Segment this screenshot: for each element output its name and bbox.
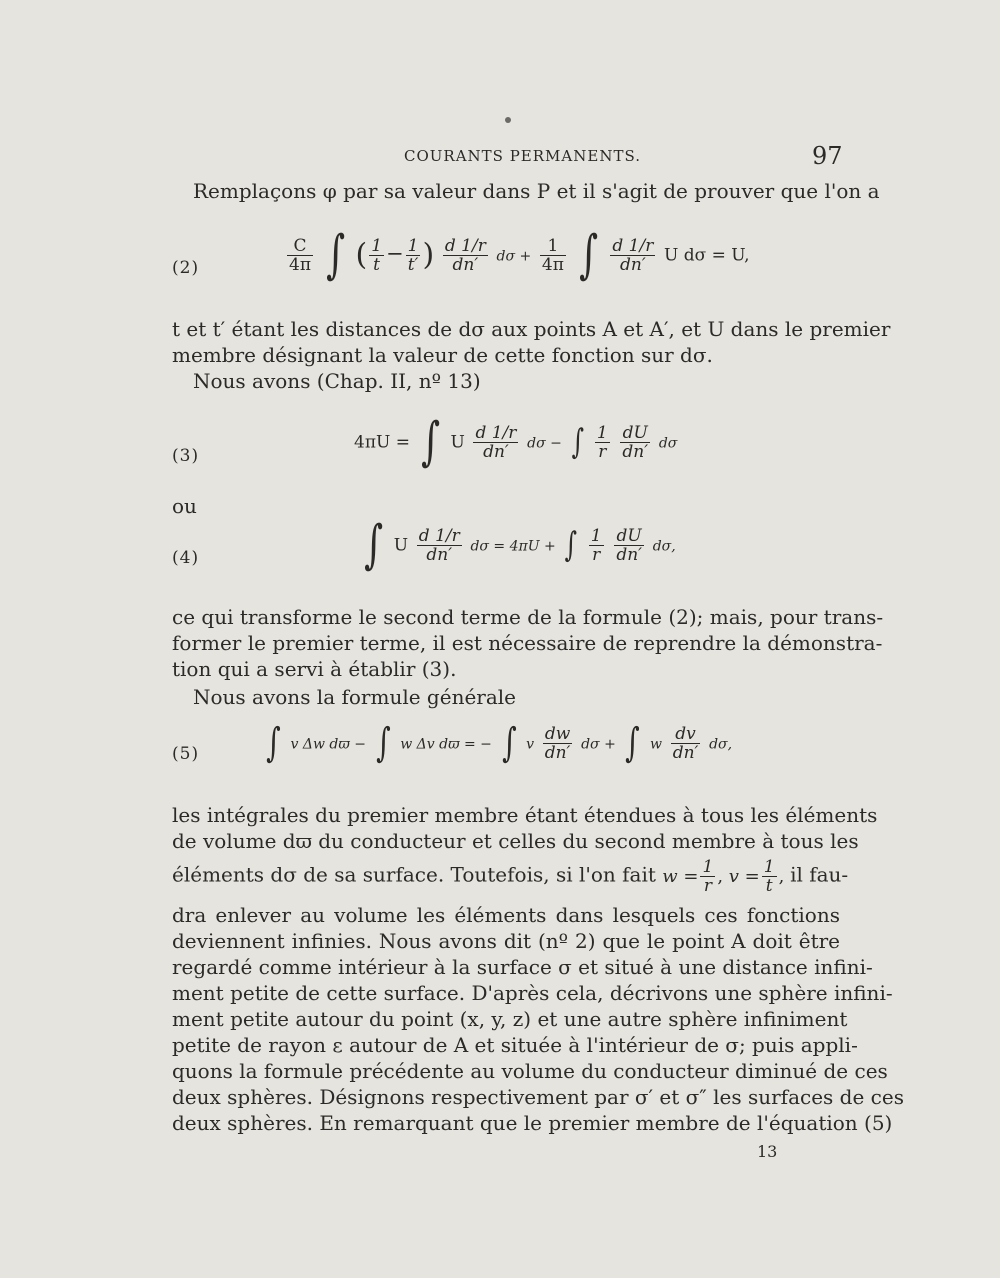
fraction: $\frac{1}{t'}$	[407, 235, 419, 275]
paragraph-line: t et t′ étant les distances de dσ aux points A et A′, et U dans le premier	[172, 317, 891, 341]
integral-sign: ∫	[578, 225, 598, 285]
paragraph-line: Nous avons (Chap. II, nº 13)	[193, 369, 481, 393]
paragraph-line: regardé comme intérieur à la surface σ et situé à une distance infini-	[172, 955, 873, 979]
paragraph-line: ce qui transforme le second terme de la formule (2); mais, pour trans-	[172, 605, 884, 629]
integral-sign: ∫	[625, 720, 641, 766]
integral-sign: ∫	[420, 412, 440, 472]
paragraph-line: de volume dϖ du conducteur et celles du second membre à tous les	[172, 829, 859, 853]
page-number: 97	[812, 142, 843, 170]
signature-mark: 13	[757, 1142, 778, 1161]
paragraph-line: tion qui a servi à établir (3).	[172, 657, 457, 681]
fraction: $\frac{1}{r}$	[702, 857, 714, 896]
connector-word: ou	[172, 494, 197, 518]
integral-sign: ∫	[364, 515, 384, 575]
fraction: $\frac{1}{4\pi}$	[541, 235, 564, 275]
fraction: $\frac{1}{t}$	[763, 857, 775, 896]
equation-5: ∫ v Δw dϖ − ∫ w Δv dϖ = − ∫ v $\frac{dw}{dn'}$ dσ + ∫ w $\frac{dv}{dn'}$ dσ,	[266, 720, 733, 766]
equation-number: (4)	[172, 548, 200, 568]
equation-number: (3)	[172, 446, 200, 466]
fraction: $\frac{d 1/r}{dn'}$	[418, 525, 460, 565]
equation-3: 4πU = ∫ U $\frac{d 1/r}{dn'}$ dσ − ∫ $\frac{1}{r}$ $\frac{dU}{dn'}$ dσ	[354, 412, 678, 472]
integral-sign: ∫	[501, 720, 517, 766]
paragraph-line: dra enlever au volume les éléments dans lesquels ces fonctions	[172, 903, 840, 927]
paragraph-line: ment petite de cette surface. D'après cela, décrivons une sphère infini-	[172, 981, 893, 1005]
fraction: $\frac{d 1/r}{dn'}$	[444, 235, 486, 275]
equation-number: (5)	[172, 744, 200, 764]
integral-sign: ∫	[565, 525, 578, 565]
integral-sign: ∫	[266, 720, 281, 766]
paragraph-line: Remplaçons φ par sa valeur dans P et il s'agit de prouver que l'on a	[193, 179, 880, 203]
paragraph-line: les intégrales du premier membre étant étendues à tous les éléments	[172, 803, 878, 827]
fraction: $\frac{dv}{dn'}$	[672, 723, 699, 763]
paragraph-line: ment petite autour du point (x, y, z) et une autre sphère infiniment	[172, 1007, 848, 1031]
fraction: $\frac{1}{t}$	[371, 235, 383, 275]
fraction: $\frac{C}{4\pi}$	[289, 235, 311, 275]
paragraph-line: quons la formule précédente au volume du conducteur diminué de ces	[172, 1059, 888, 1083]
paragraph-line: deviennent infinies. Nous avons dit (nº 2) que le point A doit être	[172, 929, 840, 953]
fraction: $\frac{dU}{dn'}$	[616, 525, 643, 565]
running-title: COURANTS PERMANENTS.	[404, 147, 641, 165]
integral-sign: ∫	[375, 720, 391, 766]
fraction: $\frac{dU}{dn'}$	[622, 422, 649, 462]
paragraph-line: petite de rayon ε autour de A et située à l'intérieur de σ; puis appli-	[172, 1033, 858, 1057]
fraction: $\frac{d 1/r}{dn'}$	[612, 235, 654, 275]
paragraph-line: Nous avons la formule générale	[193, 685, 516, 709]
paragraph-line: deux sphères. En remarquant que le premier membre de l'équation (5)	[172, 1111, 893, 1135]
printer-dot	[505, 117, 511, 123]
integral-sign: ∫	[571, 422, 584, 462]
fraction: $\frac{1}{r}$	[596, 422, 608, 462]
paragraph-line: membre désignant la valeur de cette fonction sur dσ.	[172, 343, 713, 367]
paragraph-line: former le premier terme, il est nécessaire de reprendre la démonstra-	[172, 631, 883, 655]
integral-sign: ∫	[325, 225, 345, 285]
fraction: $\frac{1}{r}$	[590, 525, 602, 565]
equation-4: ∫ U $\frac{d 1/r}{dn'}$ dσ = 4πU + ∫ $\frac{1}{r}$ $\frac{dU}{dn'}$ dσ,	[364, 515, 676, 575]
equation-number: (2)	[172, 258, 200, 278]
paragraph-line-with-formula: éléments dσ de sa surface. Toutefois, si l'on fait w = $\frac{1}{r}$ , v = $\frac{1}{t}$ , il fau-	[172, 857, 849, 896]
fraction: $\frac{d 1/r}{dn'}$	[475, 422, 517, 462]
equation-2: $\frac{C}{4\pi}$ ∫ ( $\frac{1}{t}$ − $\frac{1}{t'}$ ) $\frac{d 1/r}{dn'}$ dσ + $\frac{1}{4\pi}$ ∫ $\frac{d 1/r}{dn'}$ U dσ = U,	[289, 225, 750, 285]
fraction: $\frac{dw}{dn'}$	[544, 723, 571, 763]
paragraph-line: deux sphères. Désignons respectivement par σ′ et σ″ les surfaces de ces	[172, 1085, 904, 1109]
